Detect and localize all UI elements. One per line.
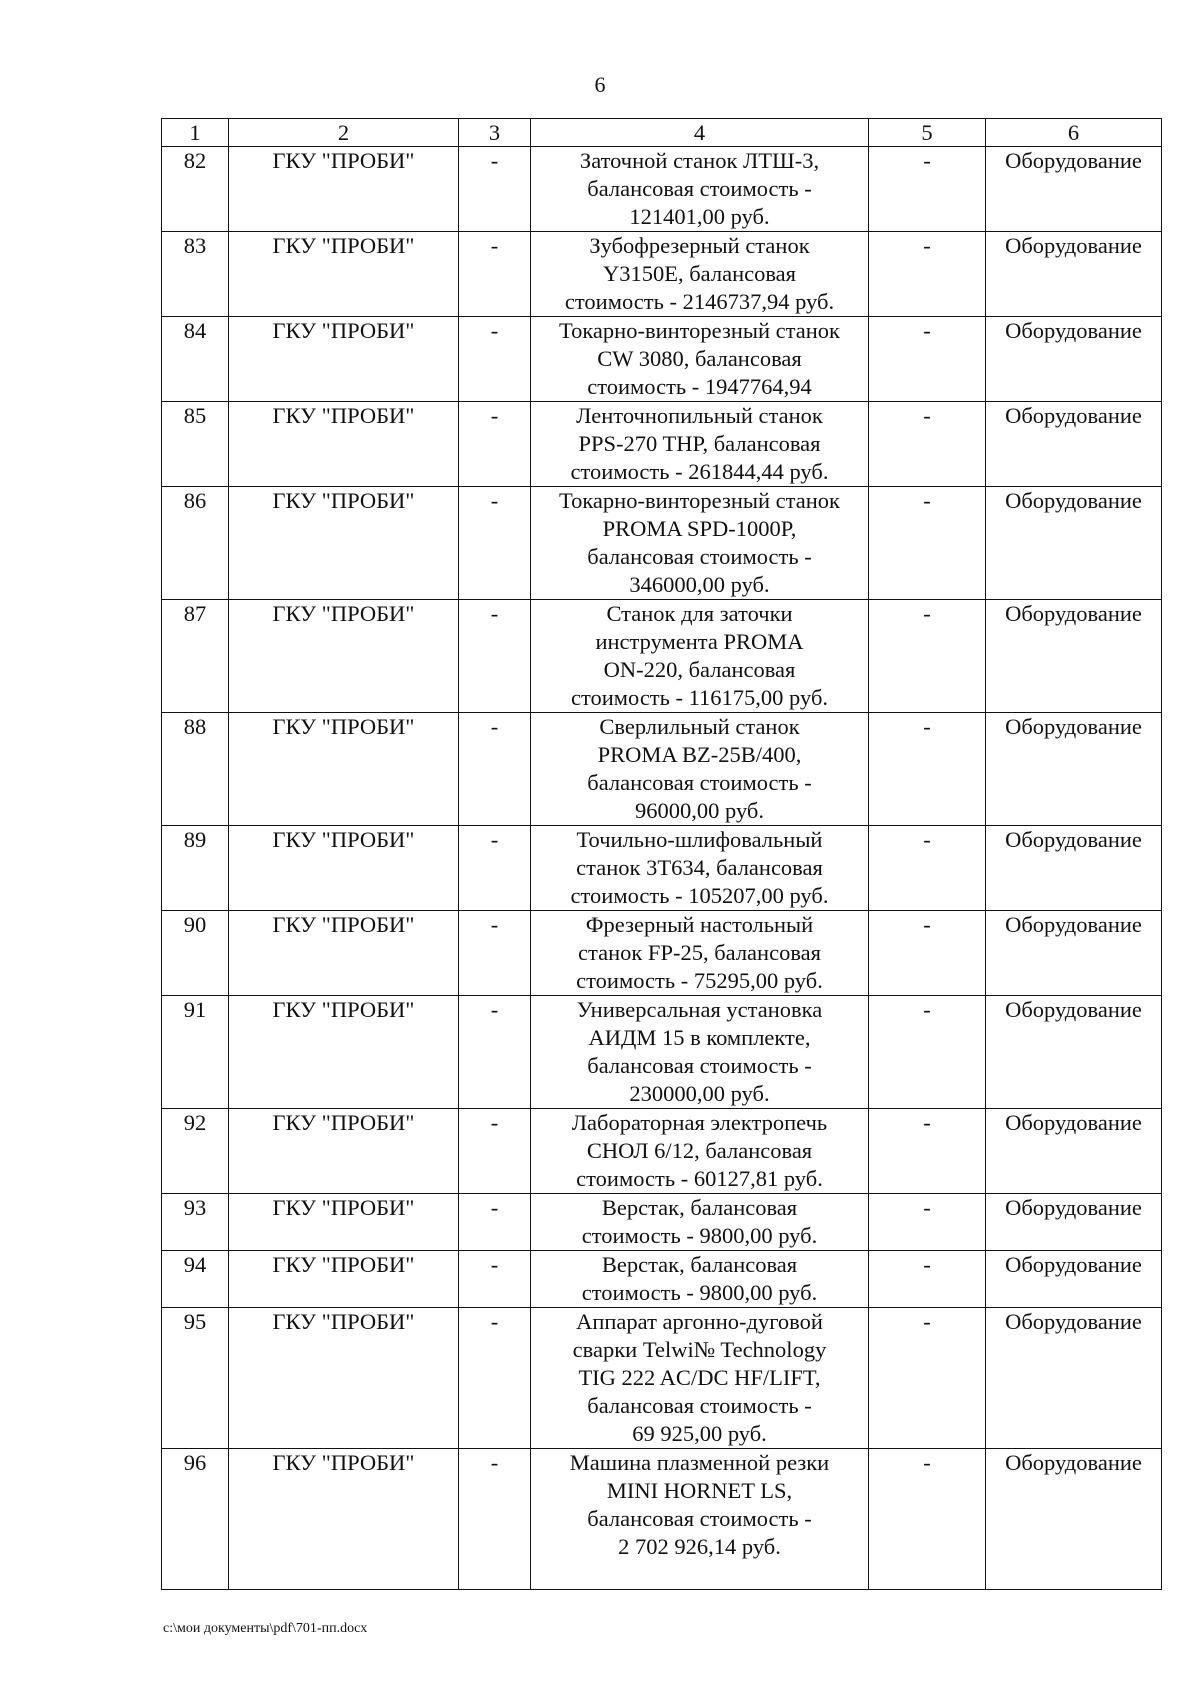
row-number: 87 [162, 600, 229, 713]
column-5-value: - [869, 1449, 986, 1590]
column-header: 4 [531, 119, 869, 147]
row-number: 93 [162, 1194, 229, 1251]
table-row [162, 1251, 1162, 1308]
column-3-value: - [459, 1251, 531, 1308]
column-header: 1 [162, 119, 229, 147]
column-5-value: - [869, 1308, 986, 1449]
property-type: Оборудование [986, 1194, 1162, 1251]
property-description: Станок для заточки инструмента PROMA ON-220, балансовая стоимость - 116175,00 руб. [531, 600, 869, 713]
property-type: Оборудование [986, 402, 1162, 487]
page-number: 6 [594, 72, 606, 97]
property-description: Аппарат аргонно-дуговой сварки Telwi№ Technology TIG 222 AC/DC HF/LIFT, балансовая стоимость - 69 925,00 руб. [531, 1308, 869, 1449]
property-type: Оборудование [986, 487, 1162, 600]
organization-name: ГКУ "ПРОБИ" [229, 996, 459, 1109]
organization-name: ГКУ "ПРОБИ" [229, 1251, 459, 1308]
column-3-value: - [459, 232, 531, 317]
row-number: 86 [162, 487, 229, 600]
column-5-value: - [869, 147, 986, 232]
column-3-value: - [459, 147, 531, 232]
property-type: Оборудование [986, 826, 1162, 911]
table-row [162, 600, 1162, 713]
table-row [162, 402, 1162, 487]
property-type: Оборудование [986, 600, 1162, 713]
organization-name: ГКУ "ПРОБИ" [229, 600, 459, 713]
organization-name: ГКУ "ПРОБИ" [229, 1109, 459, 1194]
table-row [162, 147, 1162, 232]
column-5-value: - [869, 600, 986, 713]
column-header: 5 [869, 119, 986, 147]
property-description: Ленточнопильный станок PPS-270 THP, балансовая стоимость - 261844,44 руб. [531, 402, 869, 487]
row-number: 84 [162, 317, 229, 402]
column-3-value: - [459, 402, 531, 487]
organization-name: ГКУ "ПРОБИ" [229, 487, 459, 600]
table-row [162, 713, 1162, 826]
table-row [162, 1109, 1162, 1194]
organization-name: ГКУ "ПРОБИ" [229, 713, 459, 826]
column-header: 3 [459, 119, 531, 147]
row-number: 92 [162, 1109, 229, 1194]
column-5-value: - [869, 317, 986, 402]
footer-file-path: c:\мои документы\pdf\701-пп.docx [163, 1621, 368, 1636]
organization-name: ГКУ "ПРОБИ" [229, 317, 459, 402]
column-header: 6 [986, 119, 1162, 147]
property-description: Фрезерный настольный станок FP-25, балансовая стоимость - 75295,00 руб. [531, 911, 869, 996]
property-description: Токарно-винторезный станок CW 3080, балансовая стоимость - 1947764,94 [531, 317, 869, 402]
column-3-value: - [459, 487, 531, 600]
organization-name: ГКУ "ПРОБИ" [229, 232, 459, 317]
property-description: Лабораторная электропечь СНОЛ 6/12, балансовая стоимость - 60127,81 руб. [531, 1109, 869, 1194]
organization-name: ГКУ "ПРОБИ" [229, 147, 459, 232]
property-type: Оборудование [986, 911, 1162, 996]
organization-name: ГКУ "ПРОБИ" [229, 1194, 459, 1251]
column-3-value: - [459, 600, 531, 713]
table-row [162, 826, 1162, 911]
row-number: 82 [162, 147, 229, 232]
organization-name: ГКУ "ПРОБИ" [229, 826, 459, 911]
column-3-value: - [459, 1449, 531, 1590]
row-number: 83 [162, 232, 229, 317]
column-3-value: - [459, 1109, 531, 1194]
column-5-value: - [869, 1109, 986, 1194]
property-description: Верстак, балансовая стоимость - 9800,00 руб. [531, 1194, 869, 1251]
table-row [162, 996, 1162, 1109]
column-5-value: - [869, 1251, 986, 1308]
row-number: 94 [162, 1251, 229, 1308]
property-type: Оборудование [986, 317, 1162, 402]
column-3-value: - [459, 826, 531, 911]
property-description: Зубофрезерный станок Y3150E, балансовая стоимость - 2146737,94 руб. [531, 232, 869, 317]
property-type: Оборудование [986, 713, 1162, 826]
column-5-value: - [869, 996, 986, 1109]
organization-name: ГКУ "ПРОБИ" [229, 402, 459, 487]
column-5-value: - [869, 826, 986, 911]
column-5-value: - [869, 232, 986, 317]
property-description: Верстак, балансовая стоимость - 9800,00 руб. [531, 1251, 869, 1308]
property-type: Оборудование [986, 1109, 1162, 1194]
table-row [162, 1308, 1162, 1449]
row-number: 90 [162, 911, 229, 996]
column-header: 2 [229, 119, 459, 147]
property-description: Сверлильный станок PROMA BZ-25B/400, балансовая стоимость - 96000,00 руб. [531, 713, 869, 826]
organization-name: ГКУ "ПРОБИ" [229, 911, 459, 996]
row-number: 91 [162, 996, 229, 1109]
property-description: Универсальная установка АИДМ 15 в комплекте, балансовая стоимость - 230000,00 руб. [531, 996, 869, 1109]
column-3-value: - [459, 713, 531, 826]
property-type: Оборудование [986, 232, 1162, 317]
property-type: Оборудование [986, 1251, 1162, 1308]
row-number: 88 [162, 713, 229, 826]
property-table [161, 118, 1162, 1590]
table-row [162, 317, 1162, 402]
row-number: 95 [162, 1308, 229, 1449]
table-body [162, 147, 1162, 1590]
table-row [162, 1449, 1162, 1590]
row-number: 89 [162, 826, 229, 911]
column-3-value: - [459, 1308, 531, 1449]
column-5-value: - [869, 911, 986, 996]
property-type: Оборудование [986, 1308, 1162, 1449]
column-5-value: - [869, 402, 986, 487]
column-5-value: - [869, 1194, 986, 1251]
table-header-row [162, 119, 1162, 147]
column-5-value: - [869, 713, 986, 826]
organization-name: ГКУ "ПРОБИ" [229, 1449, 459, 1590]
column-5-value: - [869, 487, 986, 600]
table-row [162, 232, 1162, 317]
row-number: 85 [162, 402, 229, 487]
table-row [162, 1194, 1162, 1251]
column-3-value: - [459, 317, 531, 402]
column-3-value: - [459, 1194, 531, 1251]
property-description: Точильно-шлифовальный станок 3Т634, балансовая стоимость - 105207,00 руб. [531, 826, 869, 911]
property-description: Машина плазменной резки MINI HORNET LS, балансовая стоимость - 2 702 926,14 руб. [531, 1449, 869, 1590]
table-row [162, 487, 1162, 600]
property-type: Оборудование [986, 1449, 1162, 1590]
organization-name: ГКУ "ПРОБИ" [229, 1308, 459, 1449]
property-type: Оборудование [986, 147, 1162, 232]
column-3-value: - [459, 996, 531, 1109]
table-row [162, 911, 1162, 996]
column-3-value: - [459, 911, 531, 996]
property-description: Заточной станок ЛТШ-3, балансовая стоимость - 121401,00 руб. [531, 147, 869, 232]
property-description: Токарно-винторезный станок PROMA SPD-1000P, балансовая стоимость - 346000,00 руб. [531, 487, 869, 600]
property-type: Оборудование [986, 996, 1162, 1109]
row-number: 96 [162, 1449, 229, 1590]
